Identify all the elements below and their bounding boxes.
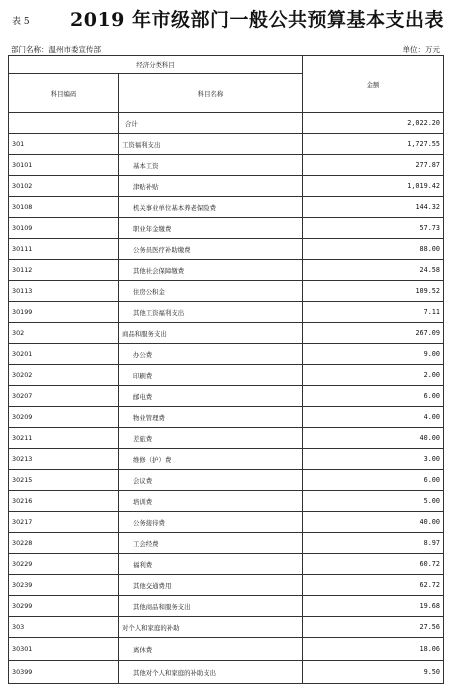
row-amount: 7.11 [303,302,444,323]
row-name: 公务接待费 [119,512,303,533]
table-row [9,470,444,491]
table-row [9,596,444,617]
row-name: 其他商品和服务支出 [119,596,303,617]
row-amount: 4.00 [303,407,444,428]
name-header: 科目名称 [119,74,303,113]
row-amount: 267.09 [303,323,444,344]
row-code: 30216 [9,491,119,512]
table-row [9,575,444,596]
row-amount: 8.97 [303,533,444,554]
row-name: 住房公积金 [119,281,303,302]
row-name: 机关事业单位基本养老保险费 [119,197,303,218]
row-name: 基本工资 [119,155,303,176]
row-code: 30108 [9,197,119,218]
row-amount: 40.00 [303,428,444,449]
row-amount: 144.32 [303,197,444,218]
row-code: 30301 [9,638,119,661]
row-amount: 1,019.42 [303,176,444,197]
row-amount: 109.52 [303,281,444,302]
row-name: 公务员医疗补助缴费 [119,239,303,260]
row-amount: 62.72 [303,575,444,596]
page-title: 2019 年市级部门一般公共预算基本支出表 [70,9,444,31]
table-row [9,491,444,512]
row-amount: 88.00 [303,239,444,260]
row-amount: 277.87 [303,155,444,176]
row-code [9,113,119,134]
row-name: 印刷费 [119,365,303,386]
row-name: 对个人和家庭的补助 [119,617,303,638]
table-row [9,344,444,365]
row-code: 30217 [9,512,119,533]
table-row [9,239,444,260]
row-name: 邮电费 [119,386,303,407]
row-amount: 1,727.55 [303,134,444,155]
row-code: 30112 [9,260,119,281]
row-amount: 27.56 [303,617,444,638]
row-amount: 24.58 [303,260,444,281]
row-code: 30299 [9,596,119,617]
table-row [9,617,444,638]
row-code: 30109 [9,218,119,239]
code-header: 科目编码 [9,74,119,113]
row-amount: 5.00 [303,491,444,512]
row-amount: 60.72 [303,554,444,575]
row-amount: 3.00 [303,449,444,470]
row-name: 差旅费 [119,428,303,449]
row-amount: 2.00 [303,365,444,386]
table-row [9,197,444,218]
unit-label: 单位：万元 [402,45,440,54]
economic-classification-header: 经济分类科目 [9,56,303,74]
row-code: 30211 [9,428,119,449]
row-code: 30201 [9,344,119,365]
table-row [9,260,444,281]
row-name: 培训费 [119,491,303,512]
row-name: 维修（护）费 [119,449,303,470]
row-code: 30239 [9,575,119,596]
table-row [9,302,444,323]
table-row [9,407,444,428]
table-row [9,661,444,684]
row-name: 商品和服务支出 [119,323,303,344]
row-code: 30213 [9,449,119,470]
row-name: 办公费 [119,344,303,365]
amount-header: 金额 [303,56,444,113]
row-name: 职业年金缴费 [119,218,303,239]
row-amount: 18.06 [303,638,444,661]
table-row [9,449,444,470]
table-row [9,113,444,134]
table-row [9,155,444,176]
row-amount: 2,022.20 [303,113,444,134]
table-row [9,386,444,407]
row-amount: 6.00 [303,470,444,491]
row-code: 302 [9,323,119,344]
row-code: 30228 [9,533,119,554]
row-code: 30209 [9,407,119,428]
row-name: 离休费 [119,638,303,661]
row-name: 津贴补贴 [119,176,303,197]
row-name: 工资福利支出 [119,134,303,155]
table-body [9,113,444,684]
row-code: 30113 [9,281,119,302]
row-name: 工会经费 [119,533,303,554]
row-code: 301 [9,134,119,155]
table-row [9,281,444,302]
row-name: 其他工资福利支出 [119,302,303,323]
row-amount: 40.00 [303,512,444,533]
table-row [9,638,444,661]
table-row [9,428,444,449]
row-code: 30207 [9,386,119,407]
row-code: 30202 [9,365,119,386]
row-code: 30101 [9,155,119,176]
row-code: 30229 [9,554,119,575]
row-name: 福利费 [119,554,303,575]
row-name: 其他交通费用 [119,575,303,596]
table-number: 表 5 [12,17,30,27]
row-amount: 9.50 [303,661,444,684]
row-code: 30102 [9,176,119,197]
row-name: 其他对个人和家庭的补助支出 [119,661,303,684]
row-code: 30111 [9,239,119,260]
table-row [9,533,444,554]
row-name: 其他社会保障缴费 [119,260,303,281]
row-name: 会议费 [119,470,303,491]
table-row [9,365,444,386]
row-code: 30215 [9,470,119,491]
row-amount: 6.00 [303,386,444,407]
table-row [9,218,444,239]
row-name: 合计 [119,113,303,134]
budget-table [8,55,444,684]
row-name: 物业管理费 [119,407,303,428]
table-row [9,554,444,575]
table-row [9,323,444,344]
table-row [9,512,444,533]
row-amount: 19.68 [303,596,444,617]
row-code: 303 [9,617,119,638]
table-row [9,134,444,155]
row-code: 30399 [9,661,119,684]
department-name: 部门名称：温州市委宣传部 [11,45,101,54]
row-amount: 57.73 [303,218,444,239]
row-amount: 9.00 [303,344,444,365]
row-code: 30199 [9,302,119,323]
table-row [9,176,444,197]
